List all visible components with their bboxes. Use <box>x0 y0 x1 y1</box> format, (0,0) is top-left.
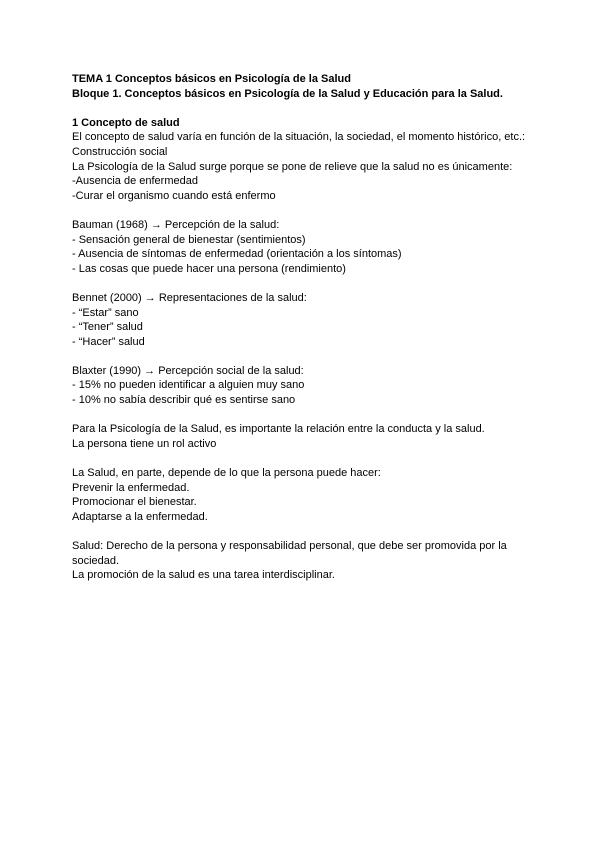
list-item: -Ausencia de enfermedad <box>72 175 198 188</box>
spacer <box>72 276 532 291</box>
hacer-heading: La Salud, en parte, depende de lo que la persona puede hacer: <box>72 467 381 480</box>
list-item: - “Estar” sano <box>72 306 139 319</box>
list-item: Prevenir la enfermedad. <box>72 481 190 494</box>
list-item: Promocionar el bienestar. <box>72 496 197 509</box>
topic-title: TEMA 1 Conceptos básicos en Psicología de la Salud <box>72 73 351 85</box>
rol-activo-line: La persona tiene un rol activo <box>72 437 217 450</box>
section-heading: 1 Concepto de salud <box>72 116 180 129</box>
bauman-heading: Bauman (1968) → Percepción de la salud: <box>72 218 280 231</box>
list-item: - 15% no pueden identificar a alguien muy sano <box>72 379 305 392</box>
spacer <box>72 203 532 218</box>
conducta-paragraph: Para la Psicología de la Salud, es importante la relación entre la conducta y la salud. <box>72 423 485 436</box>
definition-paragraph: Salud: Derecho de la persona y responsabilidad personal, que debe ser promovida por la sociedad. <box>72 540 507 567</box>
intro-paragraph: El concepto de salud varía en función de la situación, la sociedad, el momento histórico, etc.: Construcción social <box>72 131 526 158</box>
spacer <box>72 524 532 539</box>
list-item: - Sensación general de bienestar (sentimientos) <box>72 233 306 246</box>
list-item: - “Tener” salud <box>72 321 143 334</box>
spacer <box>72 349 532 364</box>
relieve-paragraph: La Psicología de la Salud surge porque se pone de relieve que la salud no es únicamente: <box>72 160 513 173</box>
document-page <box>72 72 532 583</box>
promocion-line: La promoción de la salud es una tarea interdisciplinar. <box>72 569 335 582</box>
list-item: -Curar el organismo cuando está enfermo <box>72 189 276 202</box>
spacer <box>72 451 532 466</box>
spacer <box>72 101 532 116</box>
list-item: - Las cosas que puede hacer una persona (rendimiento) <box>72 262 346 275</box>
spacer <box>72 408 532 423</box>
list-item: - 10% no sabía describir qué es sentirse sano <box>72 394 296 407</box>
block-title: Bloque 1. Conceptos básicos en Psicología de la Salud y Educación para la Salud. <box>72 87 503 100</box>
list-item: - Ausencia de síntomas de enfermedad (orientación a los síntomas) <box>72 248 402 261</box>
list-item: - “Hacer” salud <box>72 335 145 348</box>
list-item: Adaptarse a la enfermedad. <box>72 510 208 523</box>
blaxter-heading: Blaxter (1990) → Percepción social de la salud: <box>72 364 304 377</box>
bennet-heading: Bennet (2000) → Representaciones de la salud: <box>72 291 307 304</box>
